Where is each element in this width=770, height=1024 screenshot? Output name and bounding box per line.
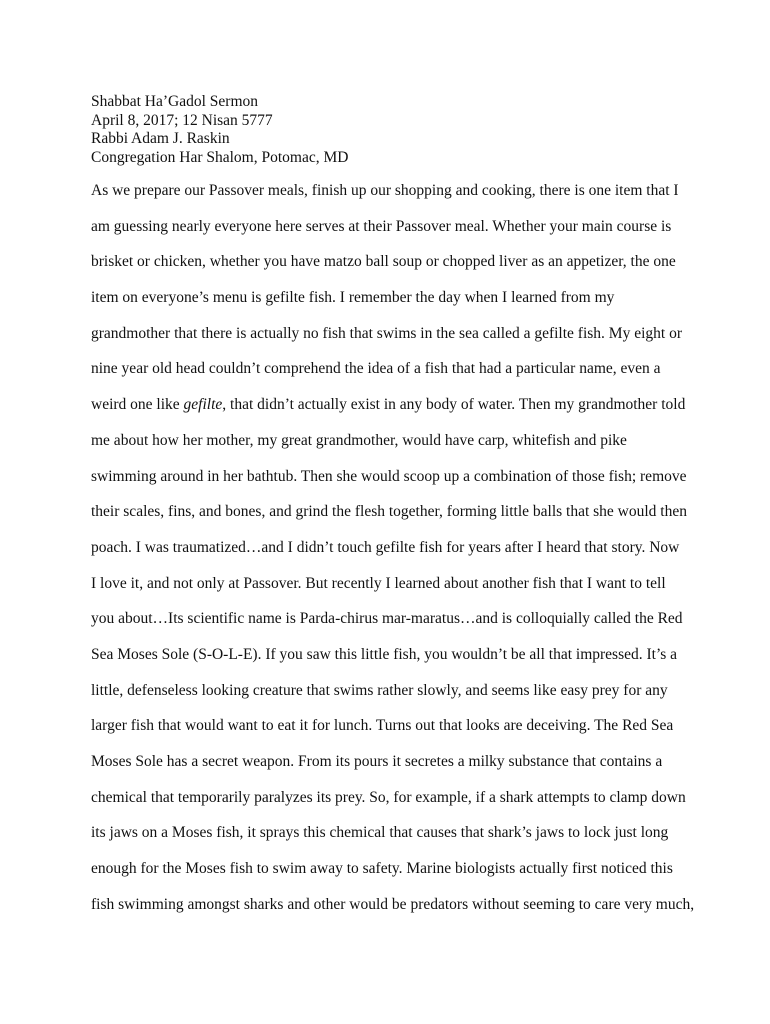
body-line: little, defenseless looking creature that swims rather slowly, and seems like easy prey for any bbox=[91, 681, 668, 699]
sermon-date: April 8, 2017; 12 Nisan 5777 bbox=[91, 111, 273, 129]
body-line: fish swimming amongst sharks and other would be predators without seeming to care very much, bbox=[91, 895, 695, 913]
body-line: their scales, fins, and bones, and grind the flesh together, forming little balls that she would then bbox=[91, 503, 687, 521]
body-line: nine year old head couldn’t comprehend the idea of a fish that had a particular name, even a bbox=[91, 360, 661, 378]
sermon-body bbox=[91, 182, 695, 931]
body-line-text: weird one like bbox=[91, 396, 184, 414]
body-line: enough for the Moses fish to swim away to safety. Marine biologists actually first noticed this bbox=[91, 860, 673, 878]
body-line: Moses Sole has a secret weapon. From its pours it secretes a milky substance that contains a bbox=[91, 753, 663, 770]
body-line: I love it, and not only at Passover. But recently I learned about another fish that I want to tell bbox=[91, 574, 666, 592]
sermon-title: Shabbat Ha’Gadol Sermon bbox=[91, 93, 259, 110]
body-line: As we prepare our Passover meals, finish up our shopping and cooking, there is one item that I bbox=[91, 182, 679, 199]
body-line: larger fish that would want to eat it for lunch. Turns out that looks are deceiving. The Red Sea bbox=[91, 717, 674, 735]
body-line: swimming around in her bathtub. Then she would scoop up a combination of those fish; remove bbox=[91, 467, 687, 485]
sermon-author: Rabbi Adam J. Raskin bbox=[91, 130, 230, 147]
body-line: you about…Its scientific name is Parda-chirus mar-maratus…and is colloquially called the Red bbox=[91, 610, 683, 628]
italic-term: gefilte bbox=[183, 396, 223, 414]
body-line: Sea Moses Sole (S-O-L-E). If you saw this little fish, you wouldn’t be all that impressed. It’s a bbox=[91, 645, 678, 663]
body-line bbox=[91, 396, 691, 432]
body-line: poach. I was traumatized…and I didn’t touch gefilte fish for years after I heard that story. Now bbox=[91, 538, 680, 556]
body-line: item on everyone’s menu is gefilte fish. I remember the day when I learned from my bbox=[91, 289, 615, 307]
body-line: chemical that temporarily paralyzes its prey. So, for example, if a shark attempts to clamp down bbox=[91, 788, 686, 806]
body-line-text: , that didn’t actually exist in any body of water. Then my grandmother told bbox=[222, 396, 686, 414]
body-line: its jaws on a Moses fish, it sprays this chemical that causes that shark’s jaws to lock just long bbox=[91, 824, 669, 842]
body-line: brisket or chicken, whether you have matzo ball soup or chopped liver as an appetizer, the one bbox=[91, 253, 676, 271]
sermon-congregation: Congregation Har Shalom, Potomac, MD bbox=[91, 148, 349, 166]
body-line: grandmother that there is actually no fish that swims in the sea called a gefilte fish. My eight or bbox=[91, 324, 682, 342]
sermon-header bbox=[91, 93, 348, 167]
body-line: am guessing nearly everyone here serves at their Passover meal. Whether your main course is bbox=[91, 217, 672, 235]
body-line: me about how her mother, my great grandmother, would have carp, whitefish and pike bbox=[91, 431, 627, 449]
